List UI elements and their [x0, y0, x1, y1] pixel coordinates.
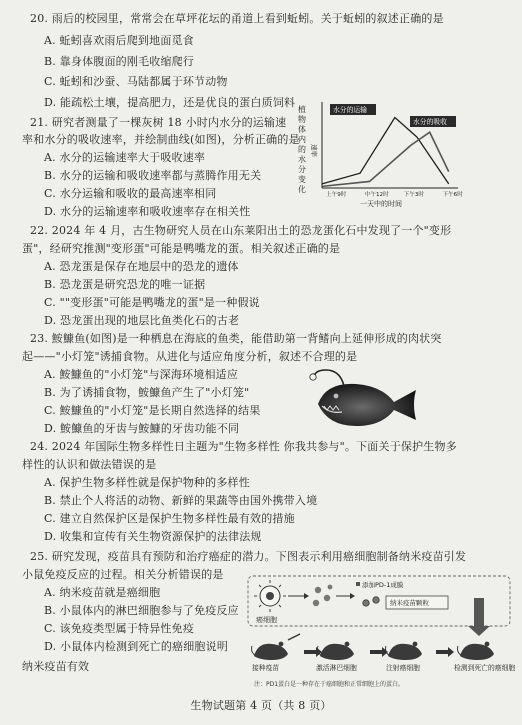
chart-x-tick-label: 下午3时 [403, 192, 424, 198]
q20-option-a: A. 蚯蚓喜欢雨后爬到地面觅食 [44, 34, 194, 47]
q22-option-c: C. ""变形蛋"可能是鸭嘴龙的蛋"是一种假说 [44, 296, 260, 309]
q24-option-b: B. 禁止个人将活的动物、新鲜的果蔬等由国外携带入境 [44, 494, 318, 507]
water-rate-chart [292, 98, 470, 214]
q21-stem-line2: 率和水分的吸收速率，并绘制曲线(如图)，分析正确的是 [22, 133, 300, 146]
chart-y-label-char: 化 [298, 185, 306, 194]
chart-y-tick-label: 速率 [310, 144, 318, 157]
q20-option-d: D. 能疏松土壤，提高肥力，还是优良的蛋白质饲料 [44, 96, 296, 109]
q25-option-b: B. 小鼠体内的淋巴细胞参与了免疫反应 [44, 604, 239, 617]
q22-option-d: D. 恐龙蛋出现的地层比鱼类化石的古老 [44, 314, 240, 327]
q23-stem-line1: 23. 鮟鱇鱼(如图)是一种栖息在海底的鱼类，能借助第一背鳍向上延伸形成的肉状突 [30, 332, 442, 345]
q21-option-b: B. 水分的运输和吸收速率都与蒸腾作用无关 [44, 169, 262, 182]
mouse-icon [458, 642, 495, 660]
diagram-step3-label: 注射癌细胞 [386, 664, 420, 672]
chart-y-label-char: 植 [298, 105, 306, 114]
chart-x-tick-label: 下午6时 [442, 192, 463, 198]
chart-x-tick-label: 上午9时 [326, 192, 347, 198]
chart-y-label-char: 物 [298, 115, 306, 124]
q24-option-c: C. 建立自然保护区是保护生物多样性最有效的措施 [44, 512, 295, 525]
chart-x-axis-label: 一天中的时间 [360, 200, 402, 208]
diagram-step4-label: 检测到死亡的癌细胞 [454, 664, 516, 672]
chart-series-line-1 [322, 117, 449, 183]
q21-stem-line1: 21. 研究者测量了一棵灰树 18 小时内水分的运输速 [30, 116, 287, 129]
chart-y-label-char: 水 [298, 155, 306, 164]
q25-stem-line2: 小鼠免疫反应的过程。相关分析错误的是 [22, 568, 224, 581]
q24-option-a: A. 保护生物多样性就是保护物种的多样性 [44, 476, 250, 489]
diagram-pd1-label: 添加PD-1成膜 [362, 581, 404, 589]
q23-stem-line2: 起——"小灯笼"诱捕食物。从进化与适应角度分析，叙述不合理的是 [22, 350, 358, 363]
chart-x-tick-label: 中午12时 [364, 192, 389, 198]
chart-y-label-char: 体 [298, 125, 306, 134]
nano-vaccine-diagram [246, 574, 518, 690]
q20-option-b: B. 靠身体腹面的刚毛收缩爬行 [44, 55, 195, 68]
chart-y-label-char: 变 [298, 175, 306, 184]
q20-option-c: C. 蚯蚓和沙蚕、马陆都属于环节动物 [44, 75, 228, 88]
q25-stem-line1: 25. 研究发现，疫苗具有预防和治疗癌症的潜力。下图表示利用癌细胞制备纳米疫苗引发 [30, 550, 467, 563]
chart-y-label-char: 内 [298, 135, 306, 144]
q24-option-d: D. 收集和宣传有关生物资源保护的法律法规 [44, 530, 262, 543]
diagram-note: 注：PD1蛋白是一种存在于癌细胞和正常细胞上的蛋白。 [254, 681, 405, 688]
q23-option-b: B. 为了诱捕食物，鮟鱇鱼产生了"小灯笼" [44, 386, 250, 399]
q22-stem-line2: 蛋"，经研究推测"变形蛋"可能是鸭嘴龙的蛋。相关叙述正确的是 [22, 242, 341, 255]
chart-legend-label-1: 水分的运输 [333, 106, 367, 114]
q22-option-a: A. 恐龙蛋是保存在地层中的恐龙的遗体 [44, 260, 239, 273]
q20-stem: 20. 雨后的校园里，常常会在草坪花坛的甬道上看到蚯蚓。关于蚯蚓的叙述正确的是 [30, 12, 444, 25]
q21-option-c: C. 水分运输和吸收的最高速率相同 [44, 187, 217, 200]
q22-option-b: B. 恐龙蛋是研究恐龙的唯一证据 [44, 278, 206, 291]
q23-option-d: D. 鮟鱇鱼的牙齿与鮟鱇的牙齿功能不同 [44, 422, 240, 435]
anglerfish-image [296, 364, 424, 436]
chart-y-label-char: 分 [298, 165, 306, 174]
mouse-icon [386, 642, 423, 660]
q24-stem-line2: 样性的认识和做法错误的是 [22, 458, 157, 471]
diagram-step1-label: 接种疫苗 [252, 664, 280, 672]
q23-option-c: C. 鮟鱇鱼的"小灯笼"是长期自然选择的结果 [44, 404, 261, 417]
diagram-step2-label: 激活淋巴细胞 [316, 664, 357, 672]
diagram-nano-label: 纳米疫苗颗粒 [390, 599, 429, 607]
q21-option-d: D. 水分的运输速率和吸收速率存在相关性 [44, 205, 251, 218]
q25-option-d-line2: 纳米疫苗有效 [22, 660, 90, 673]
q25-option-d-line1: D. 小鼠体内检测到死亡的癌细胞说明 [44, 640, 229, 653]
diagram-cancer-label: 癌细胞 [256, 616, 277, 624]
q23-option-a: A. 鮟鱇鱼的"小灯笼"与深海环境相适应 [44, 368, 239, 381]
q25-option-a: A. 纳米疫苗就是癌细胞 [44, 586, 161, 599]
chart-legend-label-2: 水分的吸收 [413, 118, 447, 126]
mouse-icon [318, 642, 355, 660]
page-footer: 生物试题第 4 页（共 8 页） [190, 699, 332, 712]
q22-stem-line1: 22. 2024 年 4 月，古生物研究人员在山东莱阳出土的恐龙蛋化石中发现了一个"变形 [30, 224, 452, 237]
mouse-icon [252, 634, 301, 660]
q24-stem-line1: 24. 2024 年国际生物多样性日主题为"生物多样性 你我共参与"。下面关于保护生物多 [30, 440, 457, 453]
q21-option-a: A. 水分的运输速率大于吸收速率 [44, 151, 206, 164]
q25-option-c: C. 该免疫类型属于特异性免疫 [44, 622, 195, 635]
chart-y-label-char: 的 [298, 145, 306, 154]
